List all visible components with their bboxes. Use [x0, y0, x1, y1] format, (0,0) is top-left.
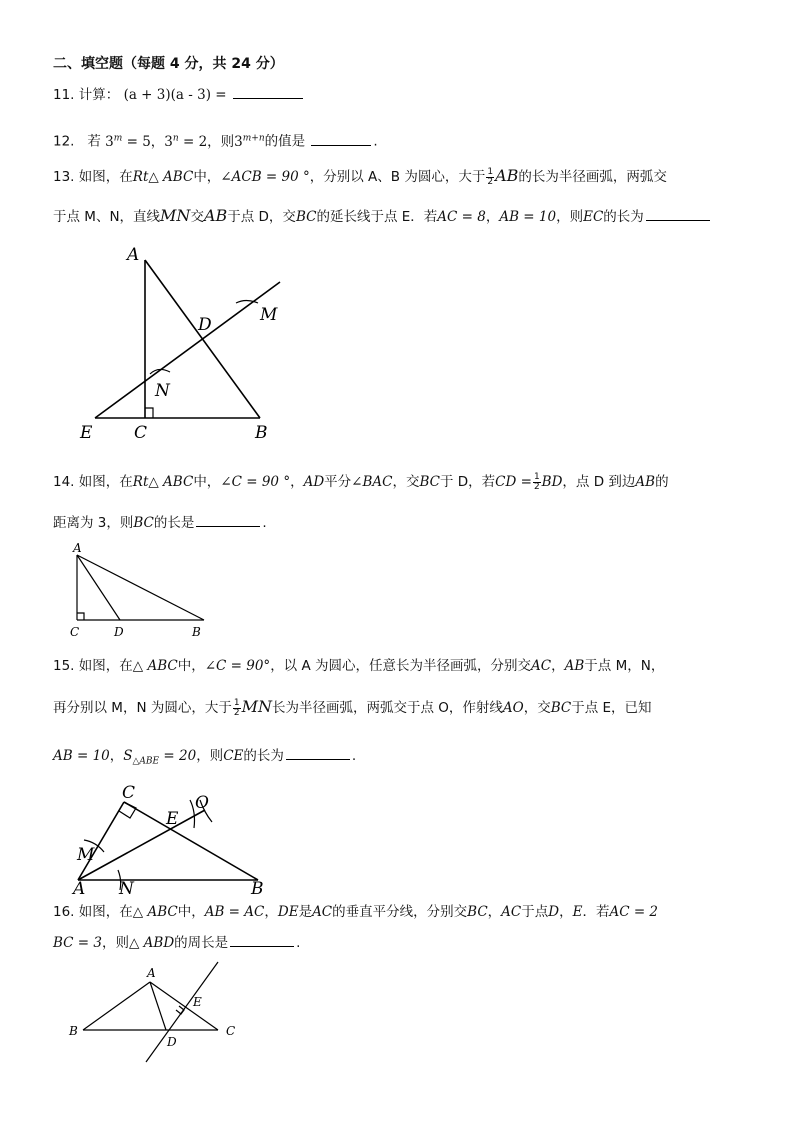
math-term: E	[572, 904, 583, 920]
question-text: 如图，在	[78, 904, 133, 920]
fraction-numerator: 1	[533, 471, 540, 482]
question-text: 再分别以 M，N 为圆心，大于	[53, 700, 232, 716]
question-text: ，	[485, 209, 500, 225]
label-n: N	[119, 879, 134, 899]
math-term: AB	[203, 206, 228, 225]
question-text: ，交	[523, 700, 551, 716]
question-number: 12.	[53, 133, 75, 150]
math-term: △ ABC	[148, 169, 194, 185]
question-text: ，	[487, 904, 502, 920]
math-term: BC	[467, 904, 488, 920]
question-text: 中，	[193, 474, 221, 490]
math-base: 3	[105, 133, 114, 150]
math-term: ∠C = 90 °	[220, 474, 291, 490]
math-term: EC	[583, 209, 604, 225]
math-term: S	[123, 748, 133, 764]
question-text: 如图，在	[78, 474, 133, 490]
math-term: BC = 3	[53, 935, 102, 951]
math-term: AC = 2	[609, 904, 659, 920]
question-text: 的	[655, 474, 669, 490]
question-text: 于点 M、N，直线	[53, 209, 161, 225]
question-text: 的周长是	[174, 935, 229, 951]
period: .	[296, 935, 301, 951]
question-text: 的延长线于点 E．若	[316, 209, 438, 225]
math-term: ∠BAC	[351, 474, 393, 490]
question-text: 如图，在	[78, 169, 133, 185]
math-term: △ ABC	[132, 658, 178, 674]
math-exponent: m+n	[242, 133, 265, 143]
fraction-numerator: 1	[233, 697, 240, 708]
math-exponent: m	[113, 133, 123, 143]
math-term: AB = 10	[53, 748, 110, 764]
fraction-denominator: 2	[487, 176, 494, 187]
label-a: A	[147, 966, 156, 980]
math-term: BC	[550, 700, 572, 716]
label-d: D	[167, 1035, 177, 1049]
label-b: B	[69, 1024, 78, 1038]
question-number: 15.	[53, 658, 75, 674]
math-value: = 2，则	[178, 133, 235, 150]
question-text: 计算：	[78, 87, 120, 103]
fraction-denominator: 2	[533, 481, 540, 492]
segment-ad	[150, 982, 166, 1030]
label-c: C	[70, 625, 80, 639]
fraction-denominator: 2	[233, 707, 240, 718]
math-base: 3	[164, 133, 173, 150]
math-term: △ ABC	[132, 904, 178, 920]
question-text: ，点 D 到边	[562, 474, 636, 490]
question-text: 的垂直平分线，分别交	[332, 904, 468, 920]
question-text: 平分	[324, 474, 352, 490]
segment-ab	[83, 982, 150, 1030]
question-text: 的值是	[264, 133, 306, 150]
label-m: M	[77, 845, 95, 865]
math-term: AB	[564, 658, 585, 674]
math-term: MN	[241, 697, 272, 716]
label-d: D	[114, 625, 124, 639]
question-text: 交	[190, 209, 204, 225]
section-title: 二、填空题（每题 4 分，共 24 分）	[53, 56, 284, 72]
question-text: ，分别以 A、B 为圆心，大于	[309, 169, 486, 185]
math-term: △ ABD	[128, 935, 175, 951]
label-d: D	[198, 315, 212, 335]
question-text: 于点 D，交	[227, 209, 296, 225]
period: .	[373, 133, 378, 150]
label-b: B	[192, 625, 201, 639]
math-term: AB	[495, 166, 519, 185]
math-expression: (a + 3)(a - 3) =	[123, 87, 227, 103]
question-number: 14.	[53, 474, 75, 490]
math-term: △ ABC	[148, 474, 194, 490]
math-term: AC	[312, 904, 333, 920]
question-text: 距离为 3，则	[53, 515, 134, 531]
question-text: ，	[559, 904, 573, 920]
question-text: ，	[290, 474, 304, 490]
label-b: B	[255, 423, 268, 443]
question-text: ，	[109, 748, 124, 764]
question-text: 若	[87, 133, 101, 150]
question-text: ，以 A 为圆心，任意长为半径画弧，分别交	[270, 658, 532, 674]
label-c: C	[122, 783, 136, 803]
math-term: CD =	[495, 474, 532, 490]
math-term: BC	[295, 209, 317, 225]
question-text: 如图，在	[78, 658, 133, 674]
question-text: 于点	[521, 904, 549, 920]
math-term: MN	[160, 206, 191, 225]
math-term: CE	[223, 748, 244, 764]
question-text: ．若	[582, 904, 610, 920]
question-number: 13.	[53, 169, 75, 185]
label-e: E	[166, 809, 179, 829]
question-text: 中，	[177, 904, 205, 920]
label-b: B	[251, 879, 264, 899]
math-term: D	[548, 904, 560, 920]
period: .	[262, 515, 267, 531]
math-term: BD	[541, 474, 563, 490]
question-text: 于点 M，N，	[584, 658, 665, 674]
label-o: O	[195, 793, 209, 813]
question-text: 中，	[193, 169, 221, 185]
question-text: 的长为	[243, 748, 284, 764]
period: .	[351, 748, 357, 764]
math-term: = 20	[159, 748, 197, 764]
question-text: 是	[298, 904, 313, 920]
math-term: BC	[419, 474, 440, 490]
label-e: E	[80, 423, 93, 443]
math-subscript: △ABE	[132, 756, 160, 767]
math-term: ∠C = 90°	[204, 658, 271, 674]
math-term: AC	[531, 658, 552, 674]
question-text: 的长为半径画弧，两弧交	[518, 169, 667, 185]
label-a: A	[73, 541, 82, 555]
question-text: ，	[551, 658, 565, 674]
fraction-numerator: 1	[487, 166, 494, 177]
math-value: = 5，	[122, 133, 165, 150]
math-term: BC	[133, 515, 154, 531]
question-text: 于 D，若	[439, 474, 496, 490]
math-term: AC	[501, 904, 522, 920]
label-a: A	[127, 245, 140, 265]
question-text: ，则	[556, 209, 584, 225]
math-term: AB	[635, 474, 656, 490]
label-n: N	[155, 381, 170, 401]
math-exponent: n	[172, 133, 179, 143]
question-text: 长为半径画弧，两弧交于点 O，作射线	[271, 700, 503, 716]
question-number: 11.	[53, 87, 75, 103]
label-c: C	[226, 1024, 236, 1038]
math-term: AC = 8	[437, 209, 486, 225]
question-text: ，交	[392, 474, 420, 490]
question-text: 的长是	[153, 515, 195, 531]
question-text: 中，	[177, 658, 205, 674]
label-m: M	[260, 305, 278, 325]
math-base: 3	[234, 133, 243, 150]
math-term: AD	[303, 474, 325, 490]
question-number: 16.	[53, 904, 75, 920]
math-term: AB = 10	[499, 209, 557, 225]
question-text: ，	[264, 904, 278, 920]
math-term: AO	[502, 700, 524, 716]
segment-ac	[150, 982, 218, 1030]
question-text: ，则	[196, 748, 224, 764]
math-term: Rt	[132, 169, 149, 185]
question-text: 的长为	[603, 209, 644, 225]
label-c: C	[134, 423, 148, 443]
math-term: AB = AC	[204, 904, 265, 920]
math-term: ∠ACB = 90 °	[220, 169, 310, 185]
label-e: E	[193, 995, 202, 1009]
question-text: 于点 E，已知	[571, 700, 652, 716]
question-text: ，则	[101, 935, 129, 951]
math-term: DE	[277, 904, 299, 920]
math-term: Rt	[132, 474, 149, 490]
label-a: A	[73, 879, 86, 899]
